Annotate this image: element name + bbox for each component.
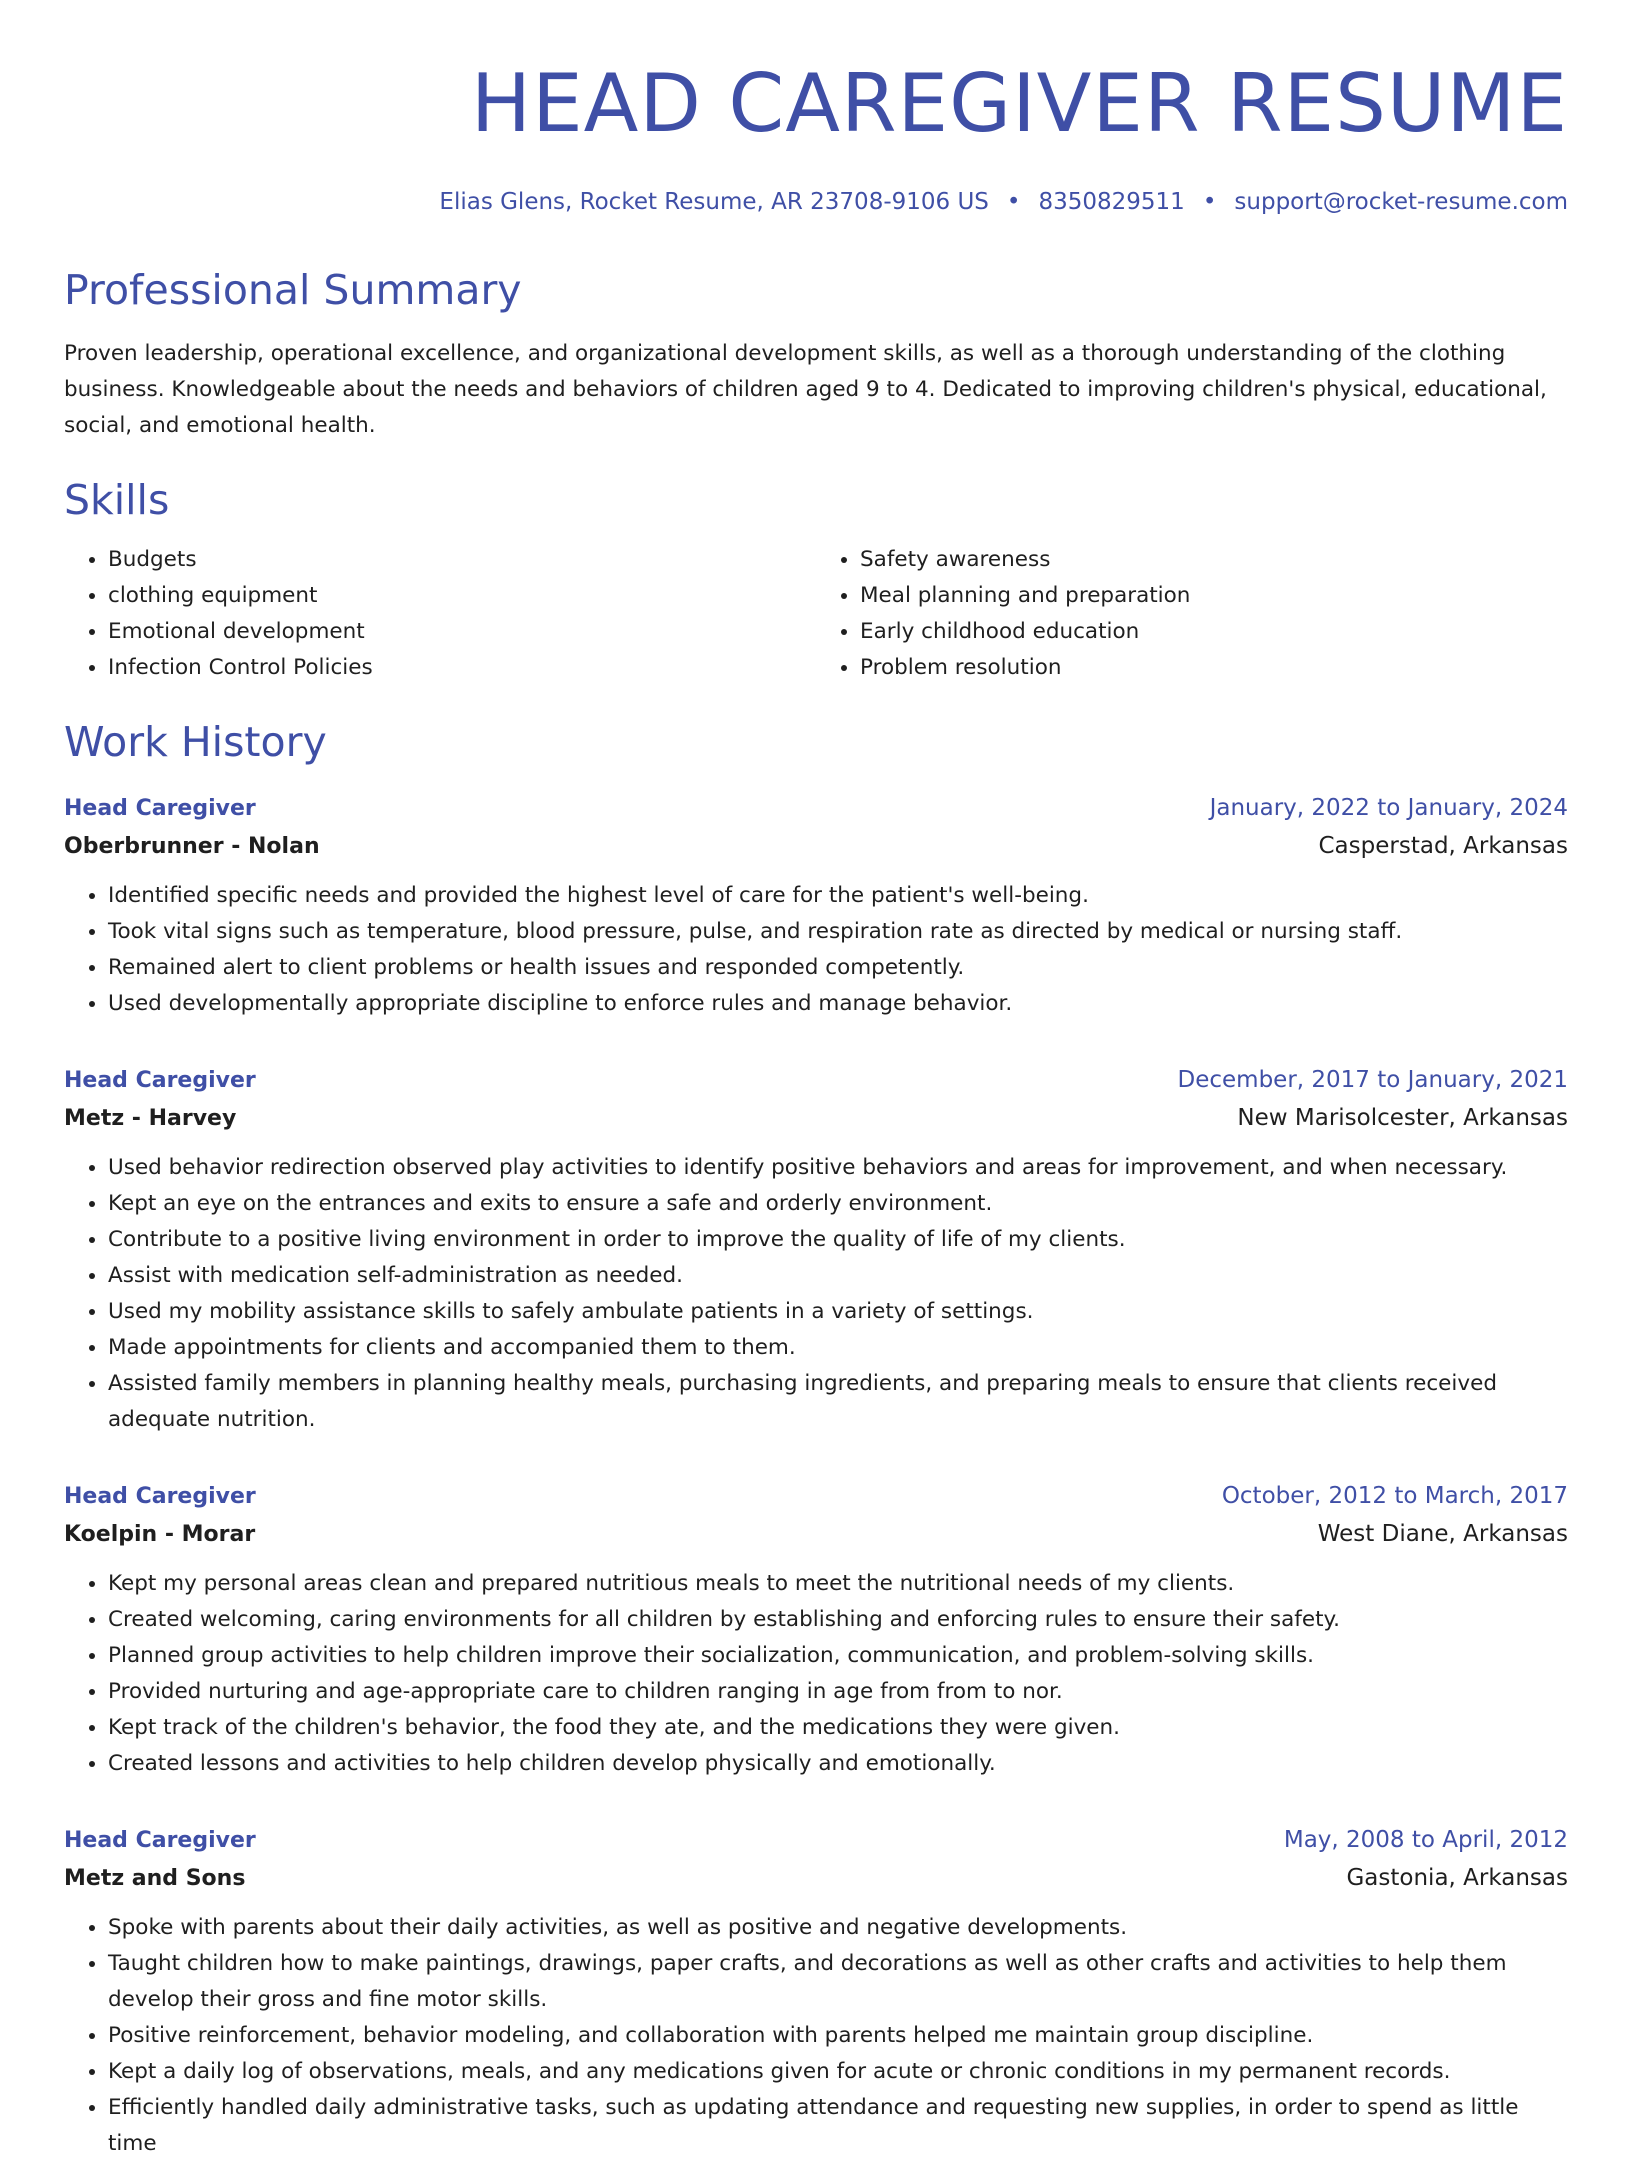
job-bullet: • Made appointments for clients and accompanied them to them. [108,1330,1568,1366]
job-dates: January, 2022 to January, 2024 [1209,795,1568,821]
job-bullet: • Created welcoming, caring environments for all children by establishing and enforcing rules to ensure their safety. [108,1602,1568,1638]
skills-column-left [64,542,816,686]
job-employer-row [64,827,1568,866]
job-location: New Marisolcester, Arkansas [1237,1105,1568,1131]
job-bullet: • Positive reinforcement, behavior modeling, and collaboration with parents helped me maintain group discipline. [108,2018,1568,2054]
job-bullet: • Used behavior redirection observed play activities to identify positive behaviors and areas for improvement, and when necessary. [108,1150,1568,1186]
job-bullet-list [64,1566,1568,1782]
job-bullet: • Efficiently handled daily administrative tasks, such as updating attendance and requesting new supplies, in order to spend as little time [108,2090,1568,2162]
job-bullet: • Kept my personal areas clean and prepared nutritious meals to meet the nutritional needs of my clients. [108,1566,1568,1602]
job-bullet: • Kept track of the children's behavior, the food they ate, and the medications they were given. [108,1710,1568,1746]
job-bullet: • Created lessons and activities to help children develop physically and emotionally. [108,1746,1568,1782]
resume-title: HEAD CAREGIVER RESUME [470,57,1568,150]
contact-line [64,186,1568,218]
job-employer-row [64,1515,1568,1554]
skill-item: • Budgets [108,542,816,578]
skill-item: • Safety awareness [860,542,1568,578]
job-location: Casperstad, Arkansas [1318,833,1568,859]
skills-column-right [816,542,1568,686]
job-bullet: • Taught children how to make paintings, drawings, paper crafts, and decorations as well as other crafts and activities to help them develop their gross and fine motor skills. [108,1946,1568,2018]
summary-text: Proven leadership, operational excellence, and organizational development skills, as well as a thorough understanding of the clothing business. Knowledgeable about the needs and behaviors of children aged 9 to 4. Dedicated to improving children's physical, educational, social, and emotional health. [64,341,1547,438]
job-header-row [64,1822,1568,1859]
skill-item: • clothing equipment [108,578,816,614]
job-bullet: • Identified specific needs and provided the highest level of care for the patient's well-being. [108,878,1568,914]
job-company: Oberbrunner - Nolan [64,834,320,859]
job-title: Head Caregiver [64,1828,256,1853]
job-employer-row [64,1099,1568,1138]
skills-heading: Skills [64,476,170,524]
job-bullet: • Assist with medication self-administration as needed. [108,1258,1568,1294]
job-bullet-list [64,1910,1568,2162]
job-entry [64,790,1568,1022]
job-dates: December, 2017 to January, 2021 [1177,1067,1568,1093]
job-bullet: • Took vital signs such as temperature, blood pressure, pulse, and respiration rate as directed by medical or nursing staff. [108,914,1568,950]
contact-separator: • [1202,189,1217,215]
job-title: Head Caregiver [64,796,256,821]
job-bullet: • Used developmentally appropriate discipline to enforce rules and manage behavior. [108,986,1568,1022]
contact-phone: 8350829511 [1038,189,1185,215]
job-header-row [64,1478,1568,1515]
job-bullet: • Contribute to a positive living environment in order to improve the quality of life of my clients. [108,1222,1568,1258]
job-bullet: • Planned group activities to help children improve their socialization, communication, and problem-solving skills. [108,1638,1568,1674]
job-bullet-list [64,1150,1568,1438]
summary-heading: Professional Summary [64,266,522,314]
job-bullet: • Assisted family members in planning healthy meals, purchasing ingredients, and preparing meals to ensure that clients received adequate nutrition. [108,1366,1568,1438]
skill-item: • Problem resolution [860,650,1568,686]
job-location: Gastonia, Arkansas [1346,1865,1568,1891]
job-entry [64,1822,1568,2162]
job-entry [64,1062,1568,1438]
job-company: Koelpin - Morar [64,1522,256,1547]
skill-item: • Early childhood education [860,614,1568,650]
job-company: Metz - Harvey [64,1106,237,1131]
job-bullet: • Kept a daily log of observations, meals, and any medications given for acute or chronic conditions in my permanent records. [108,2054,1568,2090]
job-employer-row [64,1859,1568,1898]
skill-item: • Emotional development [108,614,816,650]
job-title: Head Caregiver [64,1068,256,1093]
job-dates: May, 2008 to April, 2012 [1283,1827,1568,1853]
job-dates: October, 2012 to March, 2017 [1221,1483,1568,1509]
job-bullet: • Kept an eye on the entrances and exits to ensure a safe and orderly environment. [108,1186,1568,1222]
contact-address: Elias Glens, Rocket Resume, AR 23708-9106 US [439,189,989,215]
job-header-row [64,790,1568,827]
contact-email[interactable]: support@rocket-resume.com [1234,189,1568,215]
skill-item: • Infection Control Policies [108,650,816,686]
work-history-heading: Work History [64,718,327,766]
resume-page [64,0,1568,2162]
skill-item: • Meal planning and preparation [860,578,1568,614]
job-header-row [64,1062,1568,1099]
job-entry [64,1478,1568,1782]
skills-list [64,542,1568,686]
job-bullet: • Spoke with parents about their daily activities, as well as positive and negative developments. [108,1910,1568,1946]
job-company: Metz and Sons [64,1866,246,1891]
job-title: Head Caregiver [64,1484,256,1509]
contact-separator: • [1006,189,1021,215]
job-bullet: • Provided nurturing and age-appropriate care to children ranging in age from from to nor. [108,1674,1568,1710]
job-bullet: • Remained alert to client problems or health issues and responded competently. [108,950,1568,986]
job-bullet-list [64,878,1568,1022]
job-bullet: • Used my mobility assistance skills to safely ambulate patients in a variety of settings. [108,1294,1568,1330]
job-location: West Diane, Arkansas [1317,1521,1568,1547]
